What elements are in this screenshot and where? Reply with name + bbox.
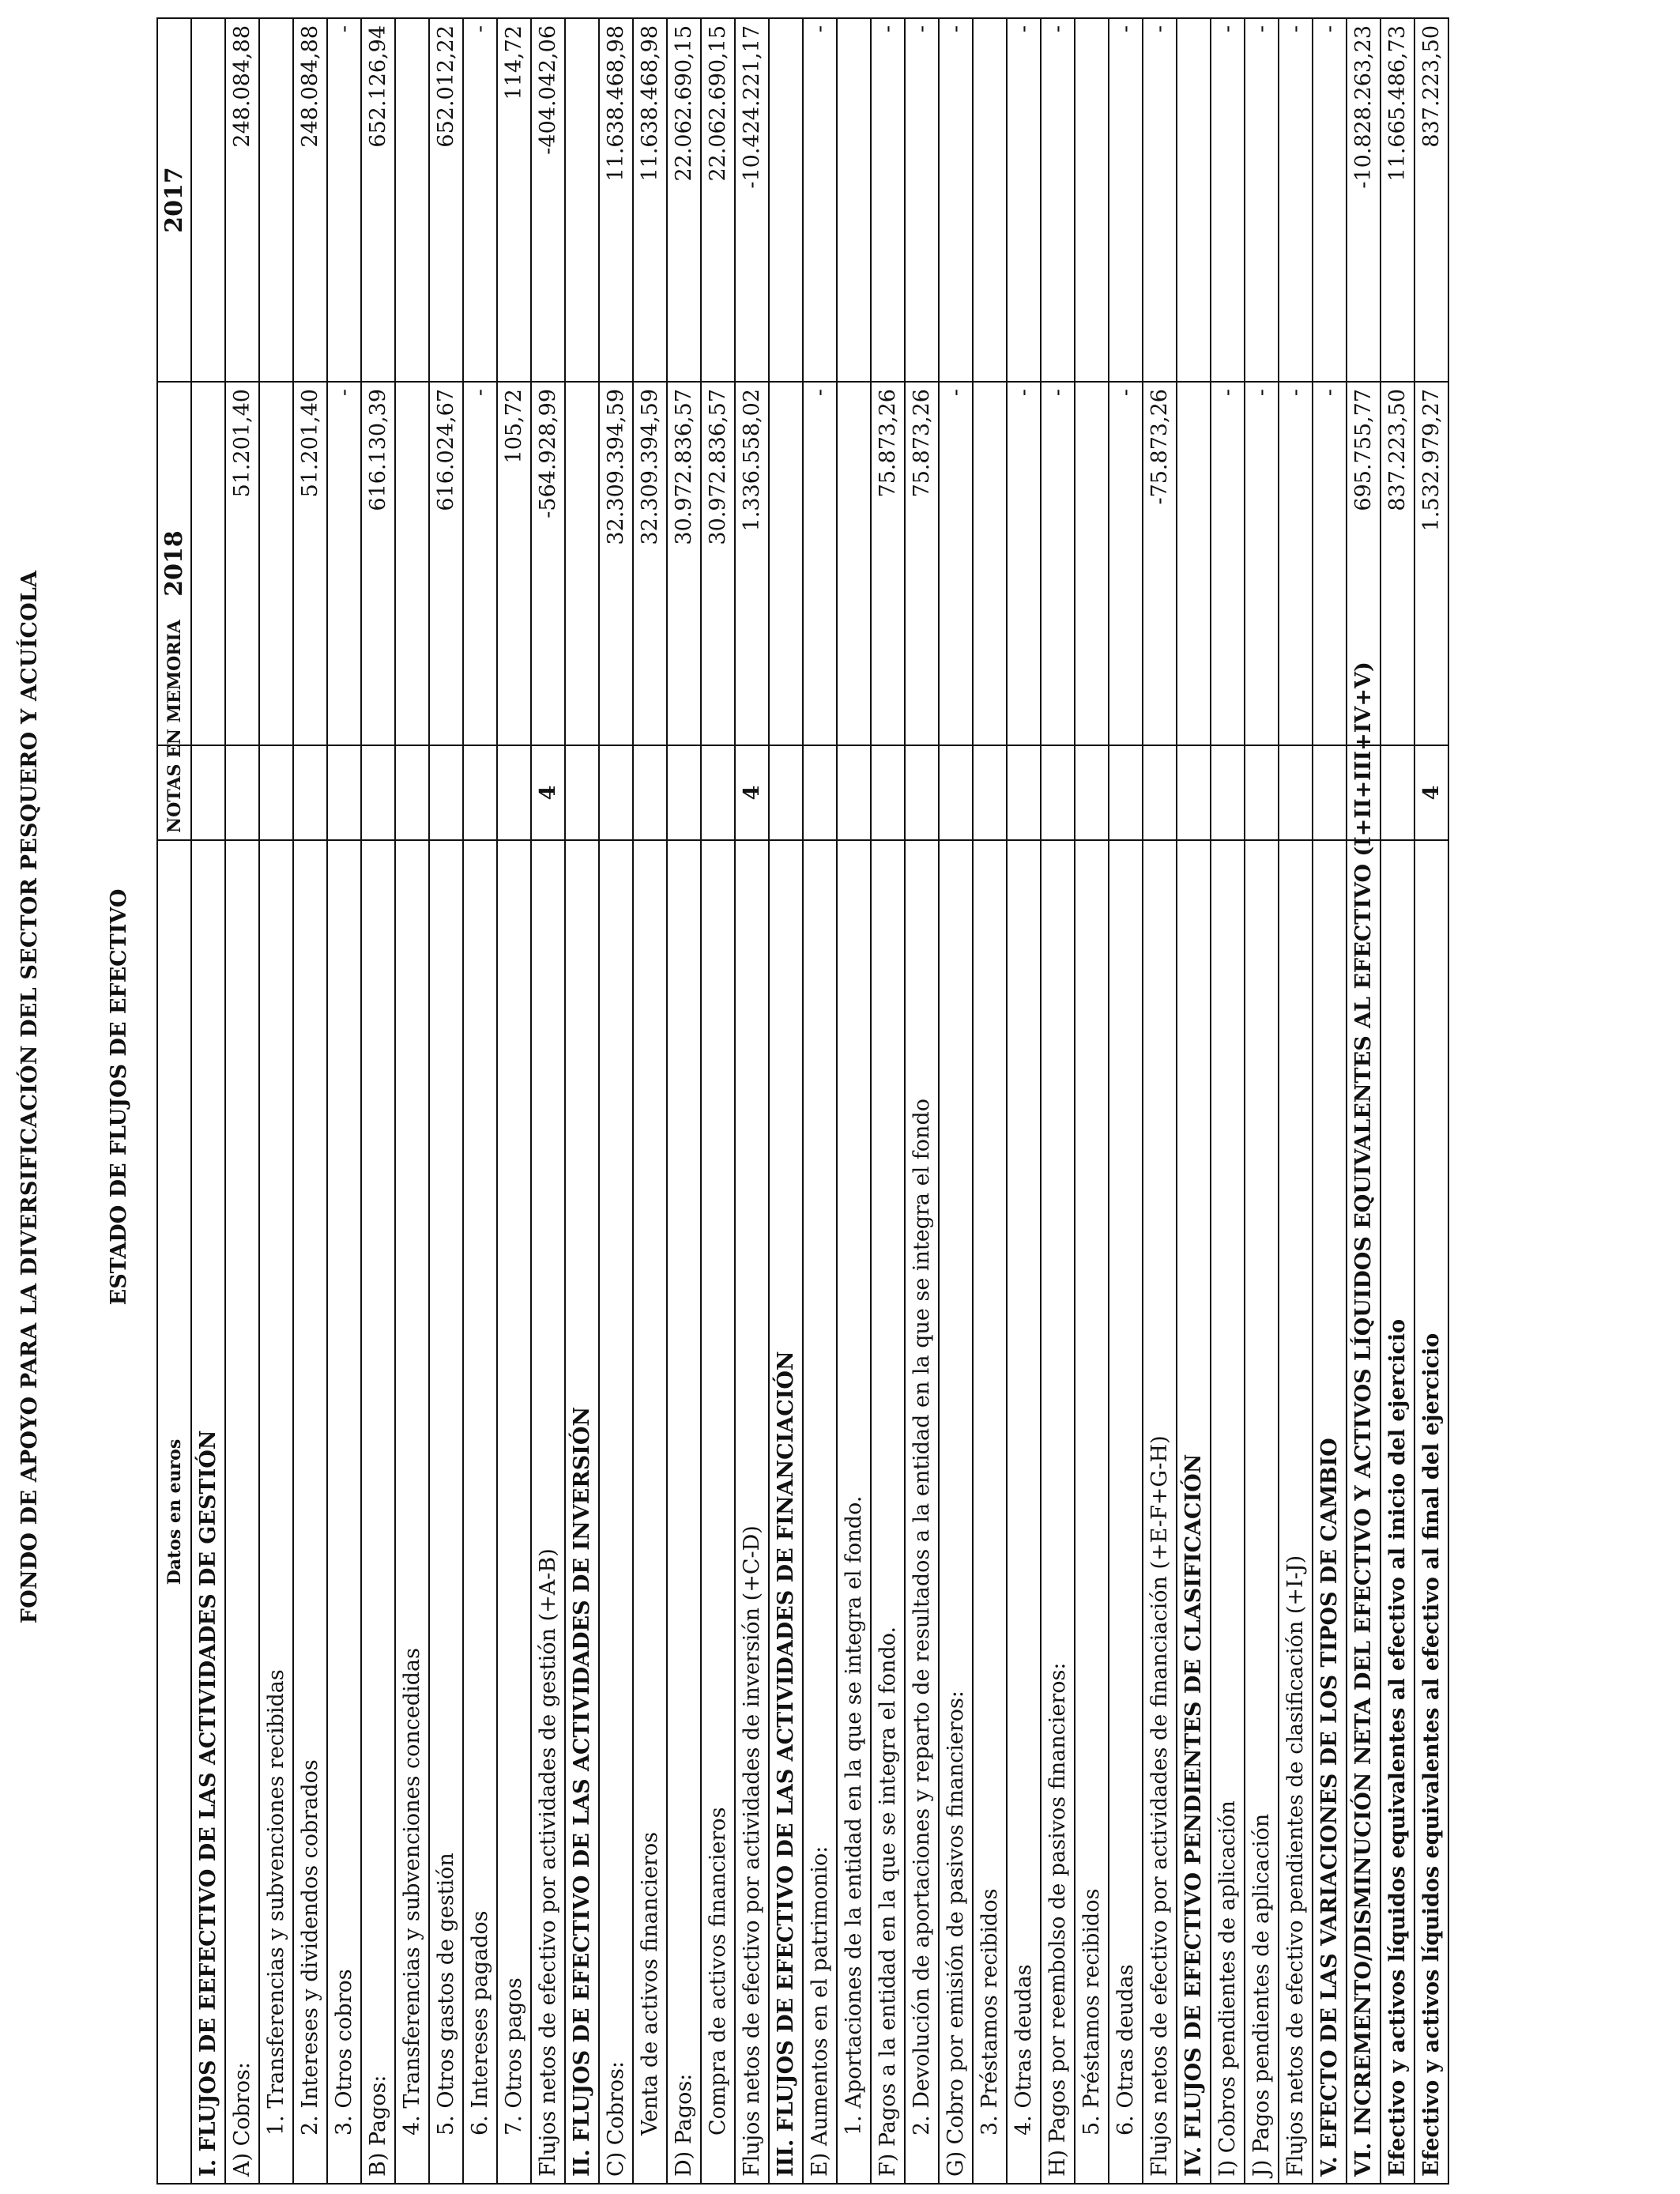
- table-row: 2. Intereses y dividendos cobrados 51.201,40 248.084,88: [293, 18, 327, 2184]
- closing-balance-row: Efectivo y activos líquidos equivalentes al efectivo al final del ejercicio 4 1.532.979,27 837.223,50: [1414, 18, 1448, 2184]
- table-row: H) Pagos por reembolso de pasivos financieros: - -: [1041, 18, 1075, 2184]
- table-row: Venta de activos financieros 32.309.394,59 11.638.468,98: [633, 18, 667, 2184]
- table-row: [191, 18, 225, 2184]
- table-row: 4. Otras deudas - -: [1007, 18, 1041, 2184]
- subtotal-row: Flujos netos de efectivo por actividades de gestión (+A-B) 4 -564.928,99 -404.042,06: [531, 18, 565, 2184]
- section-header-row: II. FLUJOS DE EFECTIVO DE LAS ACTIVIDADES DE INVERSIÓN: [565, 18, 599, 2184]
- table-row: 3. Otros cobros - -: [327, 18, 361, 2184]
- table-row: E) Aumentos en el patrimonio: - -: [803, 18, 837, 2184]
- table-row: 4. Transferencias y subvenciones concedidas: [395, 18, 429, 2184]
- table-row: 5. Préstamos recibidos: [1075, 18, 1109, 2184]
- table-row: D) Pagos: 30.972.836,57 22.062.690,15: [667, 18, 701, 2184]
- table-row: 3. Préstamos recibidos: [973, 18, 1007, 2184]
- table-row: F) Pagos a la entidad en la que se integra el fondo. 75.873,26 -: [871, 18, 905, 2184]
- table-row: G) Cobro por emisión de pasivos financieros: - -: [939, 18, 973, 2184]
- table-row: 7. Otros pagos 105,72 114,72: [497, 18, 531, 2184]
- column-header-label: Datos en euros: [157, 840, 191, 2184]
- table-row: 6. Intereses pagados - -: [463, 18, 497, 2184]
- subtotal-row: Flujos netos de efectivo por actividades de inversión (+C-D) 4 1.336.558,02 -10.424.221,17: [735, 18, 769, 2184]
- table-row: C) Cobros: 32.309.394,59 11.638.468,98: [599, 18, 633, 2184]
- section-header-row: IV. FLUJOS DE EFECTIVO PENDIENTES DE CLASIFICACIÓN: [1177, 18, 1211, 2184]
- total-row: VI. INCREMENTO/DISMINUCIÓN NETA DEL EFECTIVO Y ACTIVOS LÍQUIDOS EQUIVALENTES AL EFECTIVO (I+II+III+IV+V) 695.755,77 -10.828.263,23: [1347, 18, 1381, 2184]
- section-header-row: V. EFECTO DE LAS VARIACIONES DE LOS TIPOS DE CAMBIO - -: [1313, 18, 1347, 2184]
- table-row: A) Cobros: 51.201,40 248.084,88: [225, 18, 259, 2184]
- document-title: FONDO DE APOYO PARA LA DIVERSIFICACIÓN DEL SECTOR PESQUERO Y ACUÍCOLA: [17, 570, 42, 1624]
- table-row: J) Pagos pendientes de aplicación - -: [1245, 18, 1279, 2184]
- table-row: 5. Otros gastos de gestión 616.024,67 652.012,22: [429, 18, 463, 2184]
- cash-flow-table: [156, 17, 1449, 2185]
- table-row: Compra de activos financieros 30.972.836,57 22.062.690,15: [701, 18, 735, 2184]
- opening-balance-row: Efectivo y activos líquidos equivalentes al efectivo al inicio del ejercicio 837.223,50 11.665.486,73: [1381, 18, 1414, 2184]
- subtotal-row: Flujos netos de efectivo por actividades de financiación (+E-F+G-H) -75.873,26 -: [1143, 18, 1177, 2184]
- table-row: 1. Aportaciones de la entidad en la que se integra el fondo.: [837, 18, 871, 2184]
- table-row: 6. Otras deudas - -: [1109, 18, 1143, 2184]
- table-row: I) Cobros pendientes de aplicación - -: [1211, 18, 1245, 2184]
- column-header-2017: 2017: [157, 18, 191, 382]
- column-header-notes: NOTAS EN MEMORIA: [157, 745, 191, 840]
- column-header-2018: 2018: [157, 382, 191, 745]
- table-row: 1. Transferencias y subvenciones recibidas: [259, 18, 293, 2184]
- section-header-row: III. FLUJOS DE EFECTIVO DE LAS ACTIVIDADES DE FINANCIACIÓN: [769, 18, 803, 2184]
- table-row: B) Pagos: 616.130,39 652.126,94: [361, 18, 395, 2184]
- subtotal-row: Flujos netos de efectivo pendientes de clasificación (+I-J) - -: [1279, 18, 1313, 2184]
- table-row: 2. Devolución de aportaciones y reparto de resultados a la entidad en la que se integra el fondo 75.873,26 -: [905, 18, 939, 2184]
- row-label: I. FLUJOS DE EEFECTIVO DE LAS ACTIVIDADES DE GESTIÓN: [191, 840, 225, 2184]
- statement-title: ESTADO DE FLUJOS DE EFECTIVO: [107, 888, 131, 1306]
